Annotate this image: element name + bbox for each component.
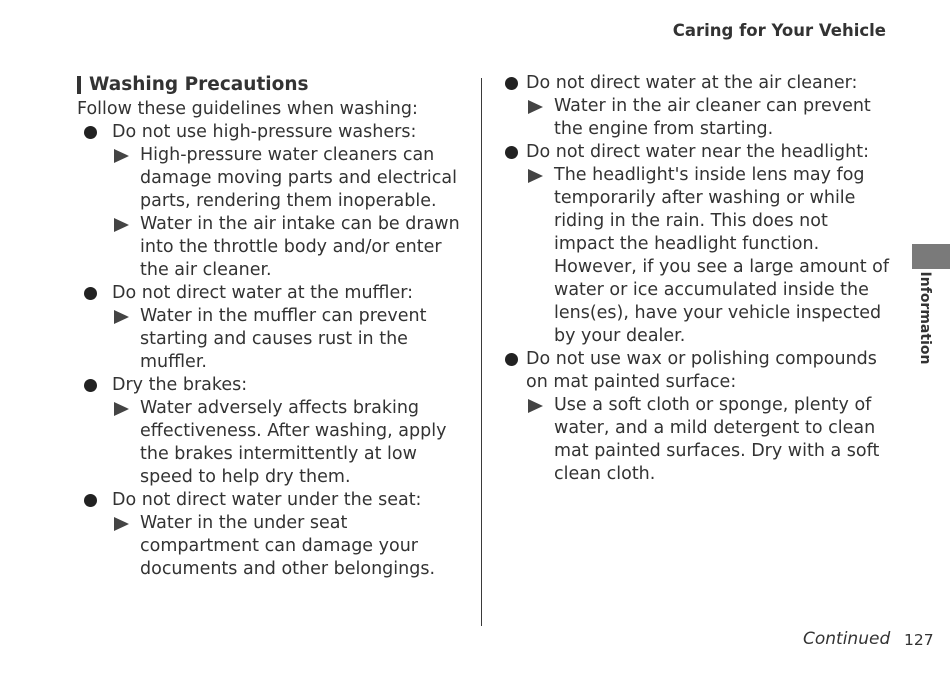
section-intro: Follow these guidelines when washing: bbox=[77, 99, 418, 119]
note-text: Water in the air cleaner can prevent the engine from starting. bbox=[554, 96, 871, 139]
left-column bbox=[77, 72, 469, 581]
note-item bbox=[112, 512, 469, 581]
note-text: The headlight's inside lens may fog temporarily after washing or while riding in the rain. This does not impact the headlight function. bbox=[554, 165, 865, 254]
bullet-text: Do not direct water under the seat: bbox=[112, 490, 422, 510]
continued-label: Continued bbox=[803, 629, 891, 649]
note-item bbox=[526, 95, 893, 141]
note-text: Water adversely affects braking effectiveness. After washing, apply the brakes intermittently at low speed to help dry them. bbox=[140, 398, 447, 487]
right-column bbox=[505, 72, 893, 486]
note-item bbox=[112, 305, 469, 374]
triangle-note-icon bbox=[114, 218, 129, 232]
left-item-list bbox=[77, 121, 469, 581]
note-text: Water in the air intake can be drawn into the throttle body and/or enter the air cleaner. bbox=[140, 214, 460, 280]
note-item bbox=[526, 164, 893, 348]
note-text: High-pressure water cleaners can damage moving parts and electrical parts, rendering them inoperable. bbox=[140, 145, 457, 211]
bullet-text: Dry the brakes: bbox=[112, 375, 248, 395]
triangle-note-icon bbox=[528, 169, 543, 183]
section-title bbox=[77, 72, 469, 98]
triangle-note-icon bbox=[528, 100, 543, 114]
header-title: Caring for Your Vehicle bbox=[672, 21, 886, 40]
page-number: 127 bbox=[904, 631, 934, 649]
note-item bbox=[526, 394, 893, 486]
bullet-item bbox=[505, 348, 893, 486]
triangle-note-icon bbox=[114, 149, 129, 163]
note-item bbox=[112, 397, 469, 489]
bullet-item bbox=[84, 489, 469, 581]
side-tab-label: Information bbox=[917, 271, 933, 365]
side-tab bbox=[912, 244, 950, 269]
note-item bbox=[112, 144, 469, 213]
circle-bullet-icon bbox=[84, 379, 97, 392]
bullet-text: Do not direct water near the headlight: bbox=[526, 142, 869, 162]
circle-bullet-icon bbox=[84, 126, 97, 139]
bullet-text: Do not use high-pressure washers: bbox=[112, 122, 417, 142]
note-text: Use a soft cloth or sponge, plenty of water, and a mild detergent to clean mat painted surfaces. Dry with a soft clean cloth. bbox=[554, 395, 880, 484]
bullet-item bbox=[505, 72, 893, 141]
triangle-note-icon bbox=[114, 310, 129, 324]
circle-bullet-icon bbox=[84, 287, 97, 300]
circle-bullet-icon bbox=[505, 77, 518, 90]
section-bar-icon bbox=[77, 76, 81, 94]
bullet-text: Do not direct water at the air cleaner: bbox=[526, 73, 858, 93]
bullet-text: Do not direct water at the muffler: bbox=[112, 283, 414, 303]
bullet-item bbox=[84, 121, 469, 282]
bullet-item bbox=[84, 374, 469, 489]
column-divider bbox=[481, 78, 482, 626]
circle-bullet-icon bbox=[505, 146, 518, 159]
note-text: Water in the under seat compartment can damage your documents and other belongings. bbox=[140, 513, 436, 579]
note-extra-text: However, if you see a large amount of water or ice accumulated inside the lens(es), have your vehicle inspected by your dealer. bbox=[554, 257, 890, 346]
circle-bullet-icon bbox=[505, 353, 518, 366]
bullet-item bbox=[505, 141, 893, 348]
note-item bbox=[112, 213, 469, 282]
triangle-note-icon bbox=[114, 402, 129, 416]
circle-bullet-icon bbox=[84, 494, 97, 507]
triangle-note-icon bbox=[114, 517, 129, 531]
triangle-note-icon bbox=[528, 399, 543, 413]
right-item-list bbox=[505, 72, 893, 486]
bullet-item bbox=[84, 282, 469, 374]
section-title-text: Washing Precautions bbox=[89, 74, 309, 95]
note-text: Water in the muffler can prevent starting and causes rust in the muffler. bbox=[140, 306, 427, 372]
bullet-text: Do not use wax or polishing compounds on mat painted surface: bbox=[526, 349, 877, 392]
